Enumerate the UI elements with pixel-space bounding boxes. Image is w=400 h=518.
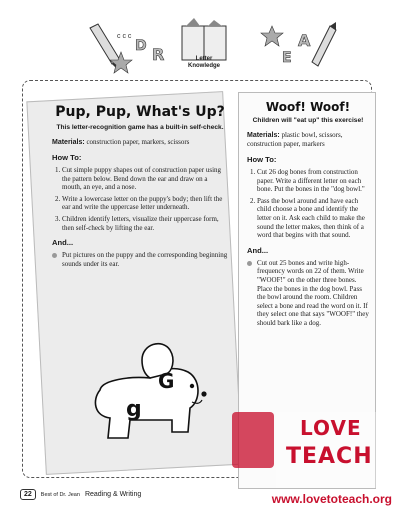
left-card-and-item bbox=[52, 251, 228, 268]
bullet-icon bbox=[247, 261, 252, 266]
left-card bbox=[52, 104, 228, 268]
left-card-steps bbox=[52, 166, 228, 232]
step-item: 3. Children identify letters, visualize their uppercase form, then self-check by lifting the ear. bbox=[62, 215, 228, 232]
bullet-icon bbox=[52, 253, 57, 258]
book-section: Reading & Writing bbox=[84, 491, 142, 498]
letter-doodle: A bbox=[298, 31, 311, 50]
doodle-text: c c c bbox=[117, 33, 132, 40]
left-card-materials bbox=[52, 138, 228, 147]
step-item: 1. Cut 26 dog bones from construction paper. Write a different letter on each bone. Put the bones in the "dog bowl." bbox=[257, 168, 369, 194]
right-card bbox=[247, 100, 369, 328]
page-footer bbox=[20, 489, 141, 500]
watermark-url[interactable]: www.lovetoteach.org bbox=[271, 492, 392, 506]
watermark-love: LOVE bbox=[300, 416, 362, 440]
letter-doodle: D bbox=[135, 38, 147, 54]
right-card-materials bbox=[247, 131, 369, 149]
book-label: Letter Knowledge bbox=[187, 56, 220, 69]
book-series: Best of Dr. Jean bbox=[40, 491, 80, 498]
right-card-and-label: And... bbox=[247, 245, 269, 255]
book-icon bbox=[182, 18, 226, 60]
left-card-and-label: And... bbox=[52, 238, 74, 248]
left-card-howto: How To: bbox=[52, 153, 82, 162]
materials-label: Materials: bbox=[247, 132, 280, 139]
right-card-subtitle: Children will "eat up" this exercise! bbox=[252, 117, 364, 124]
star-icon bbox=[261, 26, 283, 46]
right-card-and-item bbox=[247, 259, 369, 328]
letter-doodle: R bbox=[152, 45, 165, 64]
puppy-icon bbox=[95, 344, 206, 438]
page-number: 22 bbox=[20, 489, 36, 500]
apple-icon bbox=[232, 412, 274, 468]
letter-doodle: E bbox=[282, 50, 292, 66]
watermark-teach: TEACH bbox=[286, 444, 373, 469]
puppy-pattern bbox=[80, 328, 230, 458]
left-card-subtitle: This letter-recognition game has a built-in self-check. bbox=[56, 124, 224, 131]
left-card-title: Pup, Pup, What's Up? bbox=[55, 104, 225, 120]
puppy-ear-letter: G bbox=[158, 369, 175, 393]
materials-text: construction paper, markers, scissors bbox=[84, 138, 190, 146]
crayon-icon bbox=[312, 22, 336, 66]
and-text: Put pictures on the puppy and the corresponding beginning sounds under its ear. bbox=[62, 251, 228, 268]
right-card-steps bbox=[247, 168, 369, 240]
right-card-howto: How To: bbox=[247, 155, 277, 164]
step-item: 2. Pass the bowl around and have each child choose a bone and identify the letter on it. Ask each child to make the sound the letter makes, then think of a word that begins with that sound. bbox=[257, 197, 369, 240]
puppy-body-letter: g bbox=[126, 397, 142, 422]
step-item: 1. Cut simple puppy shapes out of construction paper using the pattern below. Bend down the ear and draw on a mouth, an eye, and a nose. bbox=[62, 166, 228, 192]
step-item: 2. Write a lowercase letter on the puppy's body; then lift the ear and write the uppercase letter underneath. bbox=[62, 195, 228, 212]
materials-label: Materials: bbox=[52, 139, 85, 146]
and-text: Cut out 25 bones and write high-frequency words on 22 of them. Write "WOOF!" on the other three bones. Place the bones in the dog bowl. Pass the bowl around the room. Children select a bone and read the word on it. If they select one that says "WOOF!" they should bark like a dog. bbox=[257, 258, 369, 327]
materials-text: plastic bowl, scissors, construction paper, markers bbox=[247, 131, 343, 148]
right-card-title: Woof! Woof! bbox=[265, 100, 351, 114]
